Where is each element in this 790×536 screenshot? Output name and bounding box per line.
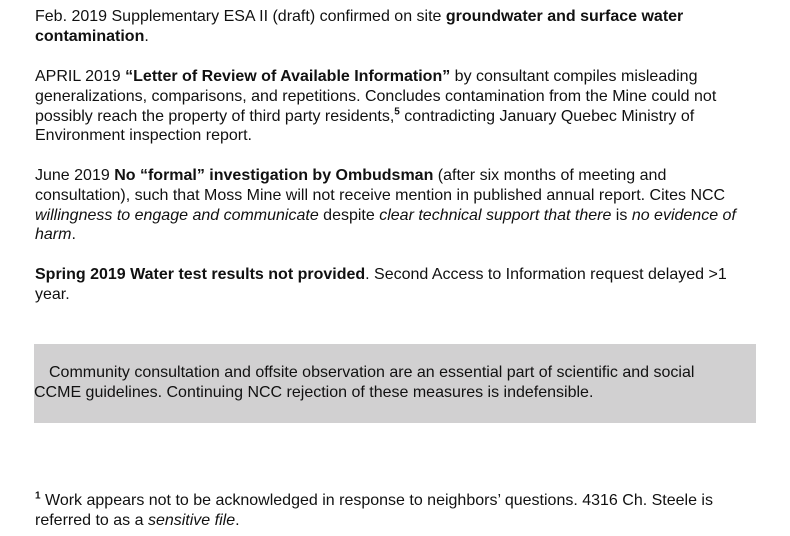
text: . Second Access to Information request delayed >1 year. bbox=[35, 266, 727, 303]
italic-text: no evidence of harm bbox=[35, 206, 736, 244]
footnote-marker: 1 bbox=[35, 490, 41, 502]
bold-text: “Letter of Review of Available Information” bbox=[125, 68, 451, 85]
text: contradicting January Quebec Ministry of Environment inspection report. bbox=[35, 107, 695, 145]
text: . bbox=[144, 27, 149, 45]
text: APRIL 2019 bbox=[35, 68, 126, 85]
callout-line-2: CCME guidelines. Continuing NCC rejection of these measures is indefensible. bbox=[34, 383, 594, 401]
bold-text: Spring 2019 Water test results not provided bbox=[35, 266, 366, 283]
italic-text: willingness to engage and communicate bbox=[35, 206, 319, 224]
footnote bbox=[35, 491, 757, 531]
text: Work appears not to be acknowledged in response to neighbors’ questions. 4316 Ch. Steele is referred to as a bbox=[35, 492, 713, 529]
paragraph-april-2019 bbox=[35, 67, 757, 146]
text: is bbox=[611, 206, 632, 224]
text: (after six months of meeting and consultation), such that Moss Mine will not receive mention in published annual report. Cites NCC bbox=[35, 167, 726, 204]
text: despite bbox=[318, 206, 380, 224]
callout-box bbox=[34, 344, 756, 423]
paragraph-spring-2019 bbox=[35, 265, 757, 305]
paragraph-june-2019 bbox=[35, 166, 757, 245]
text: June 2019 bbox=[35, 167, 115, 184]
paragraph-feb-2019 bbox=[35, 7, 757, 47]
text: Feb. 2019 Supplementary ESA II (draft) confirmed on site bbox=[35, 8, 446, 25]
bold-text: groundwater and surface water contamination bbox=[35, 8, 684, 45]
italic-text: sensitive file bbox=[147, 511, 236, 529]
text: . bbox=[71, 226, 76, 244]
callout-line-1: Community consultation and offsite observation are an essential part of scientific and social bbox=[49, 364, 695, 381]
italic-text: clear technical support that there bbox=[379, 206, 612, 224]
text: . bbox=[235, 511, 240, 529]
bold-text: No “formal” investigation by Ombudsman bbox=[114, 167, 434, 184]
text: by consultant compiles misleading generalizations, comparisons, and repetitions. Concludes contamination from the Mine could not possibly reach the property of third party residents, bbox=[35, 68, 717, 125]
footnote-ref: 5 bbox=[394, 106, 400, 118]
